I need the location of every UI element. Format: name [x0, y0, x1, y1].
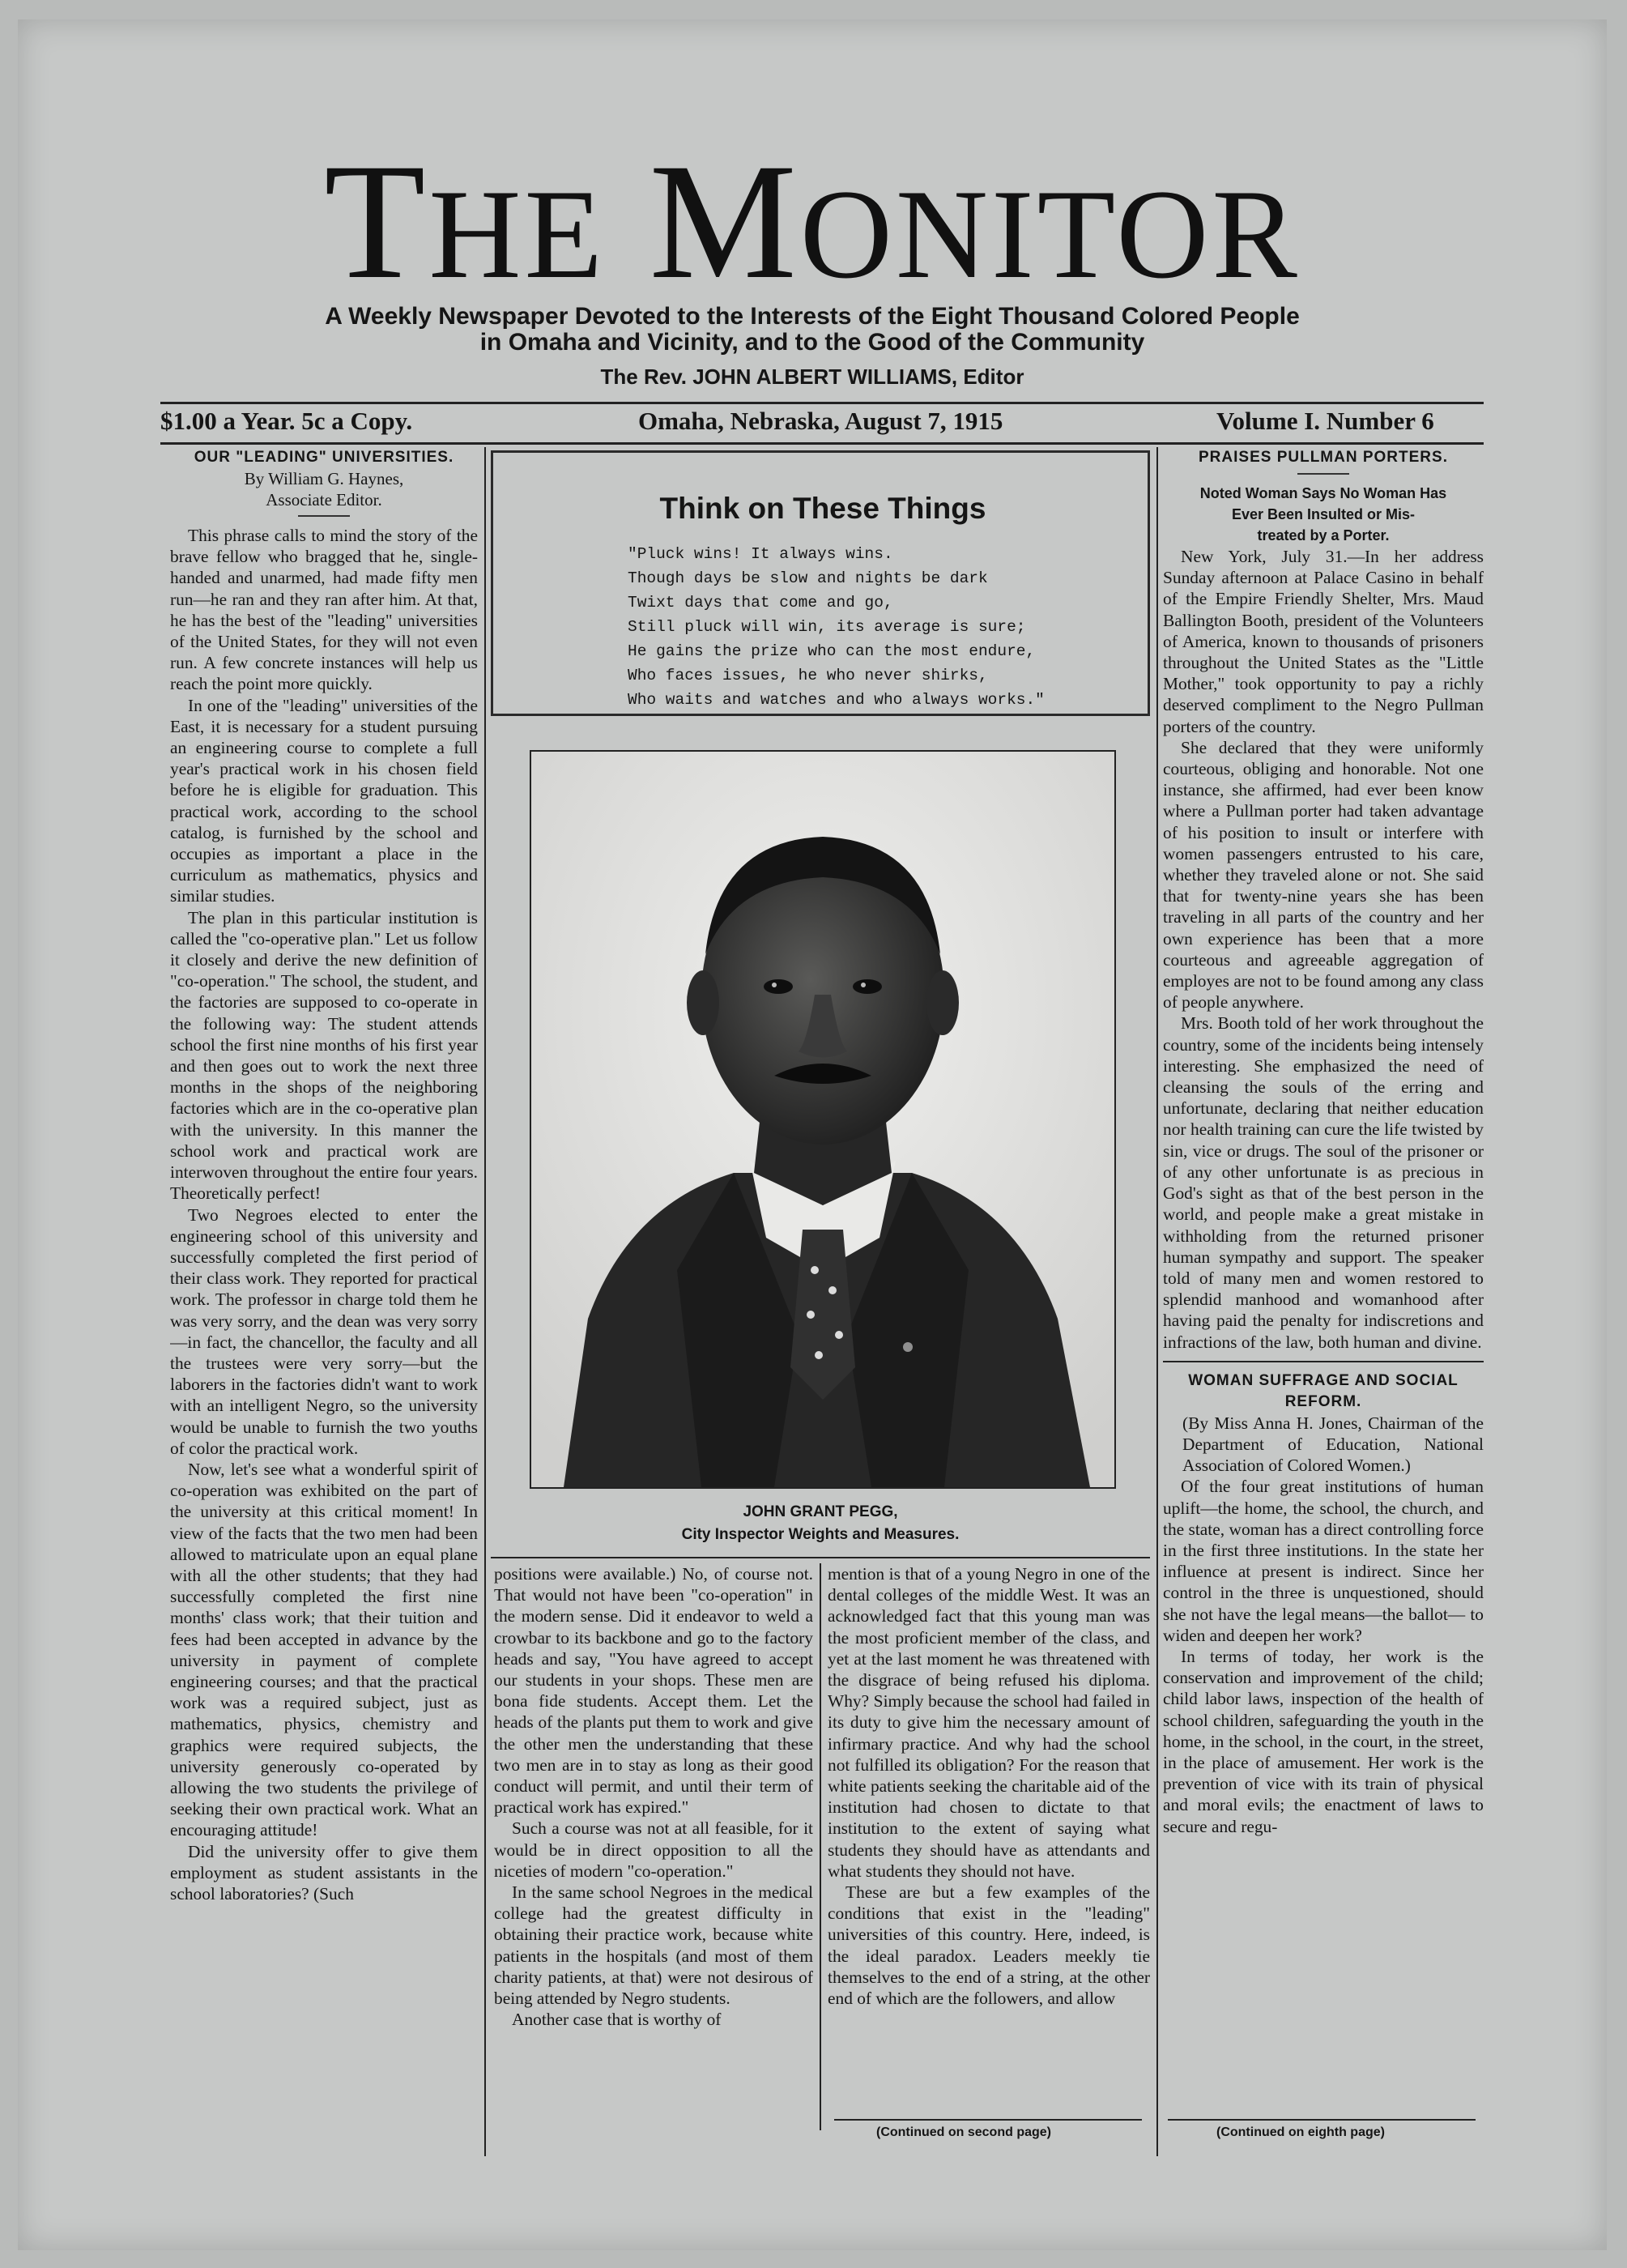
center-sub-divider [820, 1563, 821, 2130]
photo-caption-title: City Inspector Weights and Measures. [681, 1526, 960, 1543]
poem-line: He gains the prize who can the most endure, [628, 642, 1036, 660]
leading-universities-headline: OUR "LEADING" UNIVERSITIES. [194, 449, 454, 466]
poem-line: Who waits and watches and who always works." [628, 691, 1045, 709]
photo-caption-name: JOHN GRANT PEGG, [743, 1503, 898, 1520]
poem-line: Still pluck will win, its average is sure; [628, 618, 1026, 636]
poem-line: Who faces issues, he who never shirks, [628, 667, 988, 684]
center-column-right [828, 1563, 1150, 2114]
paragraph: In terms of today, her work is the conservation and improvement of the child; child labor laws, inspection of the health of school children, safeguarding the youth in the home, in the school, in the court, in the street, in the place of amusement. Her work is the prevention of vice with its train of physical and moral evils; the enactment of laws to secure and regu- [1163, 1646, 1484, 1836]
price-line: $1.00 a Year. 5c a Copy. [160, 407, 413, 435]
headline-dash [298, 515, 350, 517]
paragraph: The plan in this particular institution is called the "co-operative plan." Let us follow it closely and derive the new definition of "co-operation." The school, the student, and the factories are supposed to co-operate in the following way: The student attends school the first nine months of his first year and then goes out to work the next three months in the shops of the neighboring factories which are in the co-operative plan with the university. In this manner the school work and practical work are interwoven throughout the entire four years. Theoretically perfect! [170, 907, 478, 1204]
continued-rule [1168, 2119, 1476, 2121]
poem-lines [628, 542, 1130, 712]
poem-title: Think on These Things [659, 492, 986, 525]
paragraph: This phrase calls to mind the story of the brave fellow who bragged that he, single-handed and unarmed, had made fifty men run—he ran and they ran after him. At that, he has the best of the "leading" universities of the United States, for they will not even run. A few concrete instances will help us reach the point more quickly. [170, 526, 478, 694]
volume-line: Volume I. Number 6 [1216, 407, 1434, 435]
portrait-illustration [531, 752, 1114, 1487]
paragraph: Two Negroes elected to enter the engineering school of this university and successfully completed the first period of their class work. They reported for practical work. The professor in charge told them he was very sorry, and the dean was very sorry—in fact, the chancellor, the faculty and all the trustees were very sorry—but the laborers in the factories didn't want to work with an intelligent Negro, so the university would be unable to furnish the two youths of color the practical work. [170, 1204, 478, 1458]
editor-line: The Rev. JOHN ALBERT WILLIAMS, Editor [600, 364, 1024, 389]
section-rule [1163, 1361, 1484, 1362]
suffrage-headline: WOMAN SUFFRAGE AND SOCIAL [1188, 1371, 1459, 1389]
poem-box [491, 450, 1150, 716]
paragraph: In one of the "leading" universities of the East, it is necessary for a student pursuing an engineering course to complete a full year's practical work in his chosen field before he is eligible for graduation. This practical work, according to the school catalog, is furnished by the school and occupies as important a place in the curriculum as mathematics, physics and similar studies. [170, 695, 478, 906]
pullman-subhead-line: Ever Been Insulted or Mis- [1231, 506, 1416, 522]
continued-rule [834, 2119, 1142, 2121]
paragraph: Another case that is worthy of [512, 2010, 722, 2030]
leading-byline-author: By William G. Haynes, [244, 469, 404, 488]
headline-dash [1297, 473, 1349, 475]
column-1 [170, 447, 478, 2156]
tagline-line-2: in Omaha and Vicinity, and to the Good of the Community [479, 329, 1145, 356]
leading-byline-role: Associate Editor. [266, 490, 382, 509]
portrait-photo [530, 750, 1116, 1489]
paragraph: Such a course was not at all feasible, for it would be in direct opposition to all the niceties of modern "co-operation." [494, 1818, 813, 1881]
poem-line: Though days be slow and nights be dark [628, 569, 988, 587]
column-divider-2 [1156, 447, 1158, 2156]
paragraph: Now, let's see what a wonderful spirit of co-operation was exhibited on the part of the university at this critical moment! In view of the facts that the two men had been allowed to matriculate upon an equal plane with all the other students; that they had successfully completed the first nine months' class work; that their tuition and fees had been accepted in advance by the university in payment of complete engineering courses; and that the practical work was a required subject, just as mathematics, physics, chemistry and graphics were required subjects, the university generously co-operated by allowing the two students the privilege of seeking their own practical work. What an encouraging attitude! [170, 1459, 478, 1840]
paragraph: New York, July 31.—In her address Sunday afternoon at Palace Casino in behalf of the Empire Friendly Shelter, Mrs. Maud Ballington Booth, president of the Volunteers of America, known to thousands of prisoners throughout the United States as the "Little Mother," took opportunity to pay a richly deserved compliment to the Negro Pullman porters of the country. [1163, 547, 1484, 736]
suffrage-byline: (By Miss Anna H. Jones, Chairman of the Department of Education, National Association of Colored Women.) [1182, 1413, 1484, 1476]
paragraph: positions were available.) No, of course not. That would not have been "co-operation" in the modern sense. Did it endeavor to weld a crowbar to its backbone and go to the factory heads and say, "You have agreed to accept our students in your shops. These men are bona fide students. Accept them. Let the heads of the plants put them to work and give the other men the understanding that these two men are in to stay as long as their good conduct will permit, and until their term of practical work has expired." [494, 1564, 813, 1818]
place-date-line: Omaha, Nebraska, August 7, 1915 [638, 407, 1003, 435]
pullman-headline: PRAISES PULLMAN PORTERS. [1199, 449, 1448, 466]
poem-line: Twixt days that come and go, [628, 594, 893, 612]
header-rule-bottom [160, 442, 1484, 445]
paragraph: She declared that they were uniformly courteous, obliging and honorable. Not one instance, she affirmed, had ever been know where a Pullman porter had taken advantage of his position to insult or interfere with women passengers entrusted to his care, whether they traveled alone or not. She said that for twenty-nine years she has been traveling in all parts of the country and her own experience has been that a more courteous and agreeable aggregation of employes are not to be found among any class of people anywhere. [1163, 737, 1484, 1013]
column-3 [1163, 447, 1484, 2116]
paragraph: Did the university offer to give them employment as student assistants in the school laboratories? (Such [170, 1841, 478, 1904]
center-section-rule [491, 1557, 1150, 1558]
poem-line: "Pluck wins! It always wins. [628, 545, 893, 563]
center-column-left [494, 1563, 813, 2130]
continued-note-eighth-page: (Continued on eighth page) [1216, 2125, 1385, 2139]
continued-note-second-page: (Continued on second page) [876, 2125, 1051, 2139]
paragraph: These are but a few examples of the conditions that exist in the "leading" universities of this country. Here, indeed, is the ideal paradox. Leaders meekly tie themselves to the end of a string, at the other end of which are the followers, and allow [828, 1882, 1150, 2009]
newspaper-page [18, 19, 1607, 2250]
paragraph: In the same school Negroes in the medical college had the greatest difficulty in obtaining their practice work, because white patients in the hospitals (and most of them charity patients, at that) were not desirous of being attended by Negro students. [494, 1882, 813, 2009]
header-rule-top [160, 402, 1484, 404]
pullman-subhead-line: treated by a Porter. [1257, 527, 1390, 544]
suffrage-headline-2: REFORM. [1284, 1392, 1362, 1410]
paragraph: Mrs. Booth told of her work throughout the country, some of the incidents being intensely interesting. She emphasized the need of cleansing the souls of the erring and unfortunate, declaring that neither education nor health training can cure the life twisted by sin, vice or drugs. The soul of the prisoner or of any other unfortunate is as precious in God's sight as that of the best person in the world, and people make a great mistake in withholding from the returned prisoner human sympathy and support. The speaker told of many men and women restored to splendid manhood and womanhood after having paid the penalty for indiscretions and infractions of the law, both human and divine. [1163, 1013, 1484, 1352]
paragraph: Of the four great institutions of human uplift—the home, the school, the church, and the state, woman has a direct controlling force in the first three institutions. In the state her influence at present is indirect. Since her control in the three is unquestioned, should she not have the legal means—the ballot— to widen and deepen her work? [1163, 1477, 1484, 1645]
tagline-line-1: A Weekly Newspaper Devoted to the Interests of the Eight Thousand Colored People [325, 303, 1300, 330]
paragraph: mention is that of a young Negro in one of the dental colleges of the middle West. It was an acknowledged fact that this young man was the most proficient member of the class, and yet at the last moment he was threatened with the disgrace of being refused his diploma. Why? Simply because the school had failed in its duty to give him the necessary amount of infirmary practice. And why had the school not fulfilled its obligation? For the reason that white patients seeking the charitable aid of the institution had chosen to dictate to that institution to the extent of saying what students they should have as attendants and what students they should not have. [828, 1564, 1150, 1881]
masthead-title: THE MONITOR [324, 130, 1301, 313]
column-divider-1 [484, 447, 486, 2156]
pullman-subhead-line: Noted Woman Says No Woman Has [1199, 485, 1447, 501]
